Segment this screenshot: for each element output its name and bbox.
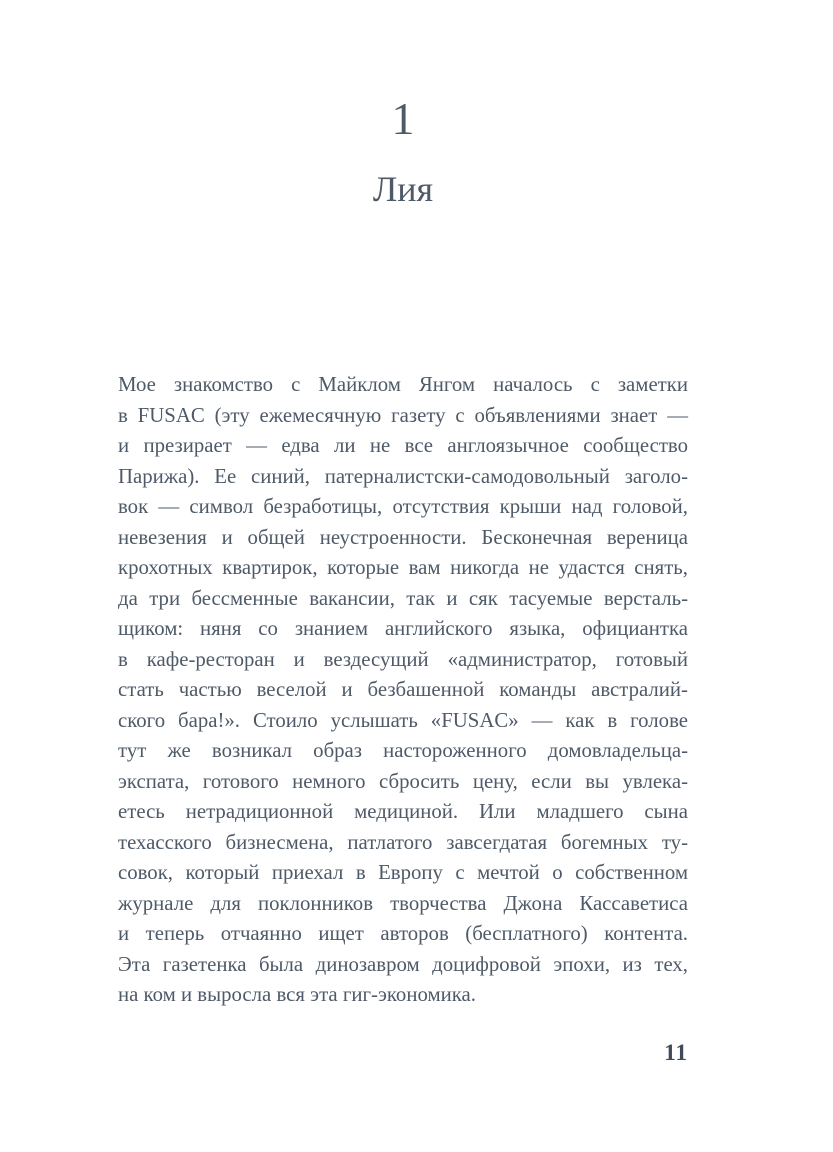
text-line: Мое знакомство с Майклом Янгом началось с заметки	[118, 373, 688, 396]
chapter-number: 1	[391, 93, 415, 144]
text-line: в кафе-ресторан и вездесущий «администратор, готовый	[118, 647, 688, 671]
text-line: невезения и общей неустроенности. Бесконечная вереница	[118, 525, 688, 549]
text-line: совок, который приехал в Европу с мечтой о собственном	[118, 861, 688, 884]
page-number: 11	[664, 1040, 688, 1065]
text-line: ского бара!». Стоило услышать «FUSAC» — как в голове	[118, 708, 688, 732]
text-line: щиком: няня со знанием английского языка, официантка	[118, 617, 688, 640]
text-line: да три бессменные вакансии, так и сяк тасуемые версталь-	[118, 586, 688, 610]
text-line: техасского бизнесмена, патлатого завсегдатая богемных ту-	[118, 830, 688, 854]
body-paragraph	[118, 370, 688, 1011]
text-line: и теперь отчаянно ищет авторов (бесплатного) контента.	[118, 922, 688, 945]
text-line: стать частью веселой и безбашенной команды австралий-	[118, 678, 688, 701]
text-line: Эта газетенка была динозавром доцифровой эпохи, из тех,	[118, 952, 688, 976]
text-line: и презирает — едва ли не все англоязычное сообщество	[118, 434, 688, 457]
text-line: крохотных квартирок, которые вам никогда не удастся снять,	[118, 556, 688, 579]
text-line: Парижа). Ее синий, патерналистски-самодовольный заголо-	[118, 464, 688, 488]
text-line: в FUSAC (эту ежемесячную газету с объявлениями знает —	[118, 403, 688, 427]
text-line: журнале для поклонников творчества Джона Кассаветиса	[118, 891, 688, 915]
text-line: на ком и выросла вся эта гиг-экономика.	[118, 983, 476, 1006]
text-line: етесь нетрадиционной медициной. Или младшего сына	[118, 800, 688, 823]
chapter-title: Лия	[372, 169, 434, 209]
text-line: тут же возникал образ настороженного домовладельца-	[118, 739, 688, 762]
text-line: экспата, готового немного сбросить цену, если вы увлека-	[118, 769, 688, 793]
text-line: вок — символ безработицы, отсутствия крыши над головой,	[118, 495, 688, 518]
